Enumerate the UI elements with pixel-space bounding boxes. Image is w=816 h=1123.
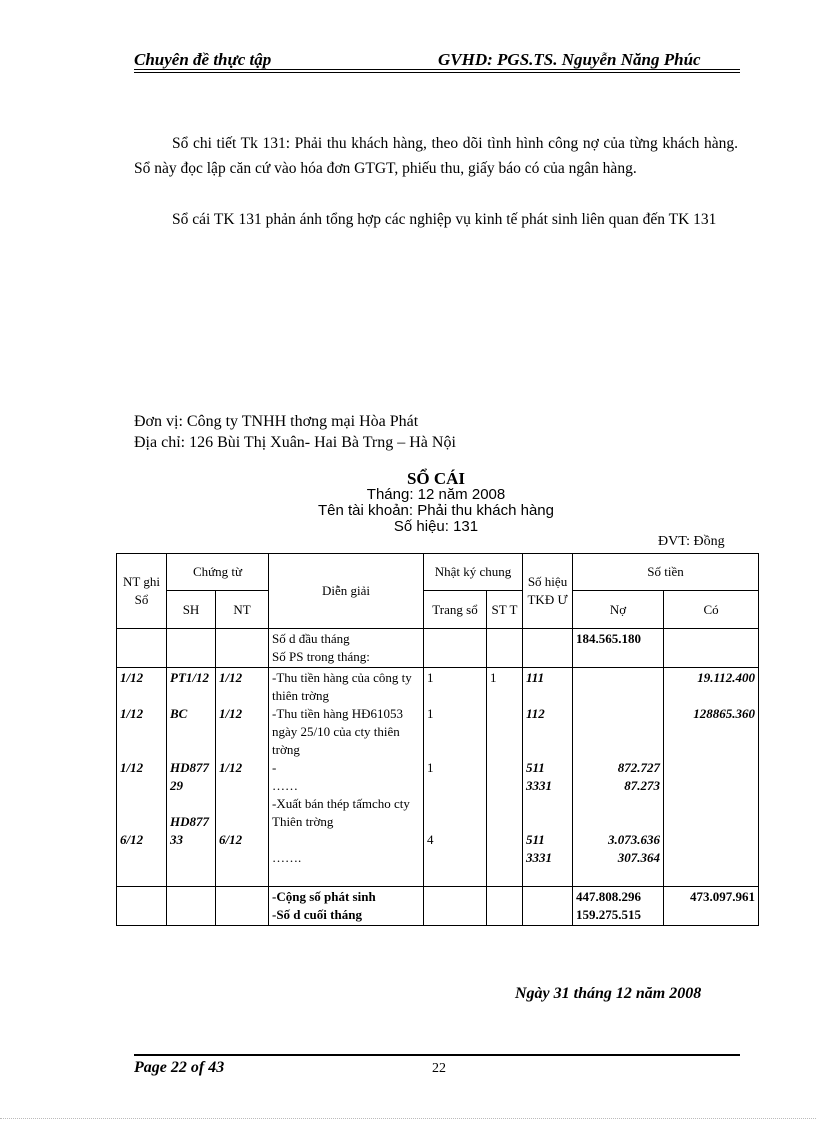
footer-number: 22	[432, 1061, 446, 1076]
col-desc: Diễn giải	[269, 554, 424, 629]
opening-desc-2: Số PS trong tháng:	[272, 649, 370, 664]
totals-desc-1: -Cộng số phát sinh	[272, 889, 376, 904]
totals-credit-1: 473.097.961	[690, 889, 756, 904]
col-credit: Có	[664, 591, 759, 629]
currency-unit: ĐVT: Đồng	[658, 534, 725, 549]
entry-5-debit2: 307.364	[617, 850, 661, 865]
header-left: Chuyên đề thực tập	[134, 50, 272, 69]
entry-3-tk: 511	[526, 760, 545, 775]
entry-3-nt2: 1/12	[219, 760, 243, 775]
unit-address: Địa chỉ: 126 Bùi Thị Xuân- Hai Bà Trng – Hà Nội	[134, 434, 456, 451]
entry-1-nt2: 1/12	[219, 670, 243, 685]
entry-5-desc: -Xuất bán thép tấmcho cty Thiên trờng	[272, 796, 410, 829]
entry-5-nt2: 6/12	[219, 832, 243, 847]
entry-6-desc: …….	[272, 850, 302, 865]
entry-2-credit: 128865.360	[693, 706, 756, 721]
entry-2-nt2: 1/12	[219, 706, 243, 721]
ledger-title: SỔ CÁI	[406, 469, 466, 488]
header-rule	[134, 69, 740, 70]
entry-5-nt: 6/12	[120, 832, 144, 847]
footer-rule	[134, 1054, 740, 1056]
header-right: GVHD: PGS.TS. Nguyễn Năng Phúc	[438, 50, 701, 69]
entry-3-tk2: 3331	[526, 778, 553, 793]
entry-2-sh: BC	[170, 706, 188, 721]
entry-5-debit: 3.073.636	[608, 832, 661, 847]
ledger-table	[116, 553, 759, 926]
entry-1-desc: -Thu tiền hàng của công ty thiên trờng	[272, 670, 412, 703]
entry-2-nt: 1/12	[120, 706, 144, 721]
entry-5-tk: 511	[526, 832, 545, 847]
col-tkdu: Số hiệu TKĐ Ư	[523, 554, 573, 629]
col-nt: NT ghi Sổ	[117, 554, 167, 629]
entry-3-debit2: 87.273	[624, 778, 661, 793]
paragraph-2: Sổ cái TK 131 phản ánh tổng hợp các nghiệp vụ kinh tế phát sinh liên quan đến TK 131	[172, 211, 717, 228]
entry-1-page: 1	[427, 670, 434, 685]
entry-1-credit: 19.112.400	[697, 670, 756, 685]
entry-3-desc: -	[272, 760, 277, 775]
col-page: Trang sổ	[424, 591, 487, 629]
entry-3-nt: 1/12	[120, 760, 144, 775]
opening-row	[117, 629, 759, 668]
col-voucher: Chứng từ	[167, 554, 269, 591]
col-nt2: NT	[216, 591, 269, 629]
entry-1-tk: 111	[526, 670, 545, 685]
unit-name: Đơn vị: Công ty TNHH thơng mại Hòa Phát	[134, 413, 419, 430]
entry-1-stt: 1	[490, 670, 497, 685]
header-rule-2	[134, 72, 740, 73]
entry-4-desc: ……	[272, 778, 298, 793]
totals-row	[117, 887, 759, 926]
ledger-date: Ngày 31 tháng 12 năm 2008	[515, 985, 702, 1002]
paragraph-1: Sổ chi tiết Tk 131: Phải thu khách hàng, theo dõi tình hình công nợ của từng khách hàng. Sổ này đọc lập căn cứ vào hóa đơn GTGT, phiếu thu, giấy báo có của ngân hàng.	[134, 135, 738, 177]
ledger-account-name: Tên tài khoản: Phải thu khách hàng	[317, 502, 554, 519]
entry-3-page: 1	[427, 760, 434, 775]
opening-debit: 184.565.180	[573, 629, 664, 668]
ledger-month: Tháng: 12 năm 2008	[366, 486, 506, 503]
col-debit: Nợ	[573, 591, 664, 629]
entry-2-page: 1	[427, 706, 434, 721]
entry-1-sh: PT1/12	[170, 670, 209, 685]
totals-debit-1: 447.808.296	[576, 889, 642, 904]
entry-5-sh: HD87733	[170, 814, 209, 847]
totals-debit-2: 159.275.515	[576, 907, 642, 922]
entry-5-tk2: 3331	[526, 850, 553, 865]
entry-5-page: 4	[427, 832, 434, 847]
ledger-title-block	[236, 471, 636, 535]
entry-1-nt: 1/12	[120, 670, 144, 685]
footer-page: Page 22 of 43	[134, 1059, 225, 1076]
entry-2-desc: -Thu tiền hàng HĐ61053 ngày 25/10 của cty thiên trờng	[272, 706, 404, 757]
col-sh: SH	[167, 591, 216, 629]
page-edge	[0, 1118, 816, 1119]
ledger-account-no: Số hiệu: 131	[393, 518, 479, 535]
entries-row	[117, 668, 759, 887]
entry-3-sh: HD87729	[170, 760, 209, 793]
col-stt: ST T	[487, 591, 523, 629]
entry-3-debit: 872.727	[617, 760, 661, 775]
opening-desc-1: Số d đầu tháng	[272, 631, 350, 646]
col-journal: Nhật ký chung	[424, 554, 523, 591]
col-amount: Số tiền	[573, 554, 759, 591]
totals-desc-2: -Số d cuối tháng	[272, 907, 362, 922]
entry-2-tk: 112	[526, 706, 545, 721]
